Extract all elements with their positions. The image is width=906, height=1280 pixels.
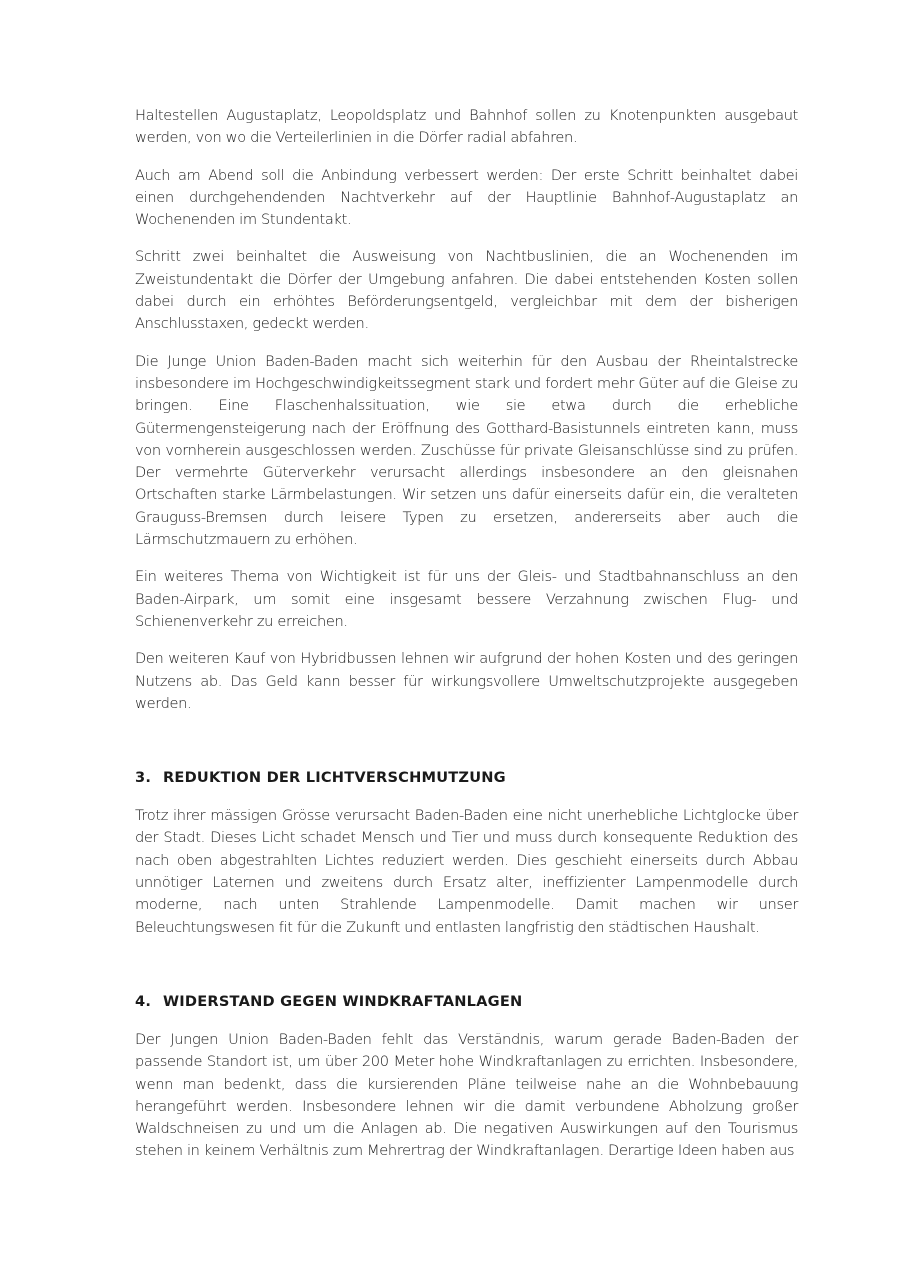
section-title: REDUKTION DER LICHTVERSCHMUTZUNG [163,769,506,787]
paragraph-knotenpunkte: Haltestellen Augustaplatz, Leopoldsplatz und Bahnhof sollen zu Knotenpunkten ausgebaut werden, von wo die Verteilerlinien in die Dörfer radial abfahren. [135,107,798,147]
section-title: WIDERSTAND GEGEN WINDKRAFTANLAGEN [163,992,523,1010]
document-page [135,105,798,1163]
paragraph-lichtverschmutzung: Trotz ihrer mässigen Grösse verursacht Baden-Baden eine nicht unerhebliche Lichtglocke über der Stadt. Dieses Licht schadet Mensch und Tier und muss durch konsequente Reduktion des nach oben abgestrahlten Lichtes reduziert werden. Dies geschieht einerseits durch Abbau unnötiger Laternen und zweitens durch Ersatz alter, ineffizienter Lampenmodelle durch moderne, nach unten Strahlende Lampenmodelle. Damit machen wir unser Beleuchtungswesen fit für die Zukunft und entlasten langfristig den städtischen Haushalt. [135,807,798,936]
section-heading-windkraftanlagen [135,991,798,1013]
paragraph-nachtbuslinien: Schritt zwei beinhaltet die Ausweisung von Nachtbuslinien, die an Wochenenden im Zweistundentakt die Dörfer der Umgebung anfahren. Die dabei entstehenden Kosten sollen dabei durch ein erhöhtes Beförderungsentgeld, vergleichbar mit dem der bisherigen Anschlusstaxen, gedeckt werden. [135,248,798,333]
section-number: 4. [135,992,152,1010]
section-heading-lichtverschmutzung [135,767,798,789]
paragraph-hybridbusse: Den weiteren Kauf von Hybridbussen lehnen wir aufgrund der hohen Kosten und des geringen Nutzens ab. Das Geld kann besser für wirkungsvollere Umweltschutzprojekte ausgegeben werden. [135,650,798,712]
paragraph-airpark: Ein weiteres Thema von Wichtigkeit ist für uns der Gleis- und Stadtbahnanschluss an den Baden-Airpark, um somit eine insgesamt bessere Verzahnung zwischen Flug- und Schienenverkehr zu erreichen. [135,568,798,630]
paragraph-windkraftanlagen: Der Jungen Union Baden-Baden fehlt das Verständnis, warum gerade Baden-Baden der passende Standort ist, um über 200 Meter hohe Windkraftanlagen zu errichten. Insbesondere, wenn man bedenkt, dass die kursierenden Pläne teilweise nahe an die Wohnbebauung herangeführt werden. Insbesondere lehnen wir die damit verbundene Abholzung großer Waldschneisen zu und um die Anlagen ab. Die negativen Auswirkungen auf den Tourismus stehen in keinem Verhältnis zum Mehrertrag der Windkraftanlagen. Derartige Ideen haben aus [135,1030,798,1160]
section-number: 3. [135,769,152,787]
paragraph-rheintalstrecke: Die Junge Union Baden-Baden macht sich weiterhin für den Ausbau der Rheintalstrecke insbesondere im Hochgeschwindigkeitssegment stark und fordert mehr Güter auf die Gleise zu bringen. Eine Flaschenhalssituation, wie sie etwa durch die erhebliche Gütermengensteigerung nach der Eröffnung des Gotthard-Basistunnels eintreten kann, muss von vornherein ausgeschlossen werden. Zuschüsse für private Gleisanschlüsse sind zu prüfen. Der vermehrte Güterverkehr verursacht allerdings insbesondere an den gleisnahen Ortschaften starke Lärmbelastungen. Wir setzen uns dafür einerseits dafür ein, die veralteten Grauguss-Bremsen durch leisere Typen zu ersetzen, andererseits aber auch die Lärmschutzmauern zu erhöhen. [135,352,798,549]
paragraph-abendanbindung: Auch am Abend soll die Anbindung verbessert werden: Der erste Schritt beinhaltet dabei einen durchgehendenden Nachtverkehr auf der Hauptlinie Bahnhof-Augustaplatz an Wochenenden im Stundentakt. [135,166,798,229]
